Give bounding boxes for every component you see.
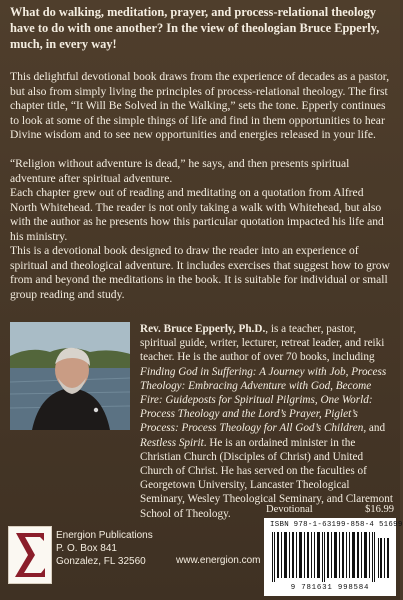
author-bio-text-a: , is a teacher, pastor, spiritual guide, writer, lecturer, retreat leader, and reiki teacher. He is the author of over 70 books, including <box>140 323 385 364</box>
sigma-logo-icon <box>8 526 52 584</box>
book-price: $16.99 <box>365 504 394 515</box>
publisher-info <box>56 529 153 568</box>
author-bio-text-c: . He is an ordained minister in the Christian Church (Disciples of Christ) and United Church of Christ. He has served on the faculties of Georgetown University, Lancaster Theological Seminary, Wesley Theological Seminary, and Claremont School of Theology. <box>140 436 393 520</box>
author-photo <box>10 322 130 430</box>
publisher-name: Energion Publications <box>56 530 153 541</box>
publisher-address-line-2: Gonzalez, FL 32560 <box>56 556 146 567</box>
description-paragraph-1: This delightful devotional book draws from the experience of decades as a pastor, but also from simply living the principles of process-relational theology. The first chapter title, “It Will Be Solved in the Walking,” sets the tone. Epperly continues to look at some of the simple things of life and find in them opportunities to hear Divine wisdom and to see new opportunities and energies released in your life. <box>10 70 390 142</box>
barcode-digits: 9 781631 998584 <box>290 584 370 592</box>
author-book-title-restless-spirit: Restless Spirit <box>140 436 204 449</box>
description-paragraph-4: This is a devotional book designed to draw the reader into an experience of spiritual and theological adventure. It includes exercises that suggest how to grow from and beyond the meditations in the book. It is suitable for individual or small group reading and study. <box>10 244 390 301</box>
isbn-barcode <box>264 518 403 596</box>
intro-question: What do walking, meditation, prayer, and process-relational theology have to do with one another? In the view of theologian Bruce Epperly, much, in every way! <box>10 5 380 51</box>
publisher-website: www.energion.com <box>176 555 261 566</box>
publisher-address-line-1: P. O. Box 841 <box>56 543 117 554</box>
author-bio-text-b: and <box>366 422 386 435</box>
barcode-bars <box>270 532 390 582</box>
author-bio <box>140 322 394 521</box>
author-book-titles: Finding God in Suffering: A Journey with Job, Process Theology: Embracing Adventure with God, Become Fire: Guideposts for Spiritual Pilgrims, One World: Process Theology and the Lord’s Prayer, Piglet’s Process: Process Theology for All God’s Children, <box>140 365 387 435</box>
price-row <box>264 504 396 518</box>
isbn-text: ISBN 978-1-63199-858-4 51699 <box>270 521 403 529</box>
author-name: Rev. Bruce Epperly, Ph.D. <box>140 323 266 335</box>
description-paragraph-2: “Religion without adventure is dead,” he says, and then presents spiritual adventure after spiritual adventure. <box>10 157 350 185</box>
description-paragraph-3: Each chapter grew out of reading and meditating on a quotation from Alfred North Whitehead. The reader is not only taking a walk with Whitehead, but also with the author as he presents how this particular quotation impacted his life and his ministry. <box>10 186 384 243</box>
book-category: Devotional <box>266 504 313 515</box>
